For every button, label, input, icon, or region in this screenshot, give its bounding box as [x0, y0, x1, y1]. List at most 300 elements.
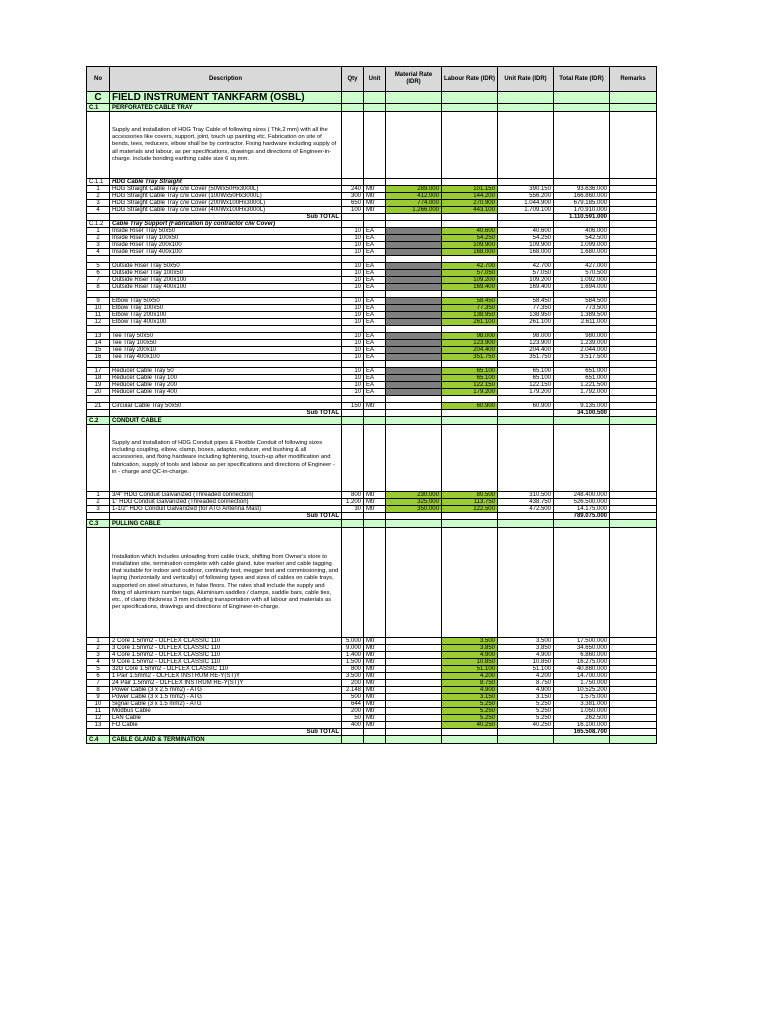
empty-cell — [610, 520, 657, 528]
col-no: No — [87, 67, 110, 92]
item-description: Elbow Tray 50x50 — [110, 298, 342, 305]
empty-cell — [87, 425, 110, 492]
item-unit: Mtr — [364, 506, 386, 513]
empty-cell — [342, 513, 364, 520]
item-material-rate — [386, 389, 442, 396]
item-unit-rate: 310.500 — [498, 492, 554, 499]
item-material-rate: 289.000 — [386, 186, 442, 193]
item-remarks — [610, 715, 657, 722]
sub-code: C.4 — [87, 736, 110, 744]
item-material-rate — [386, 277, 442, 284]
item-total-rate: 773.500 — [554, 305, 610, 312]
item-description: Tee Tray 50x50 — [110, 333, 342, 340]
item-unit-rate: 54.250 — [498, 235, 554, 242]
item-material-rate — [386, 680, 442, 687]
item-no: 6 — [87, 270, 110, 277]
empty-cell — [498, 92, 554, 104]
empty-cell — [386, 361, 442, 368]
empty-cell — [498, 326, 554, 333]
empty-cell — [386, 256, 442, 263]
c4-header — [87, 736, 657, 744]
item-material-rate: 774.000 — [386, 200, 442, 207]
item-total-rate: 3.517.500 — [554, 354, 610, 361]
item-remarks — [610, 284, 657, 291]
item-description: Inside Riser Tray 400x100 — [110, 249, 342, 256]
tray-support-row — [87, 284, 657, 291]
item-description: 2 Core 1.5mm2 - OLFLEX CLASSIC 110 — [110, 638, 342, 645]
c12-header — [87, 221, 657, 228]
item-unit-rate: 109.200 — [498, 277, 554, 284]
subtotal-value: 165.508.700 — [554, 729, 610, 736]
item-no: 15 — [87, 347, 110, 354]
c3-description — [87, 528, 657, 638]
item-unit: EA — [364, 298, 386, 305]
item-qty: 10 — [342, 305, 364, 312]
item-total-rate: 542.500 — [554, 235, 610, 242]
item-labour-rate: 123.900 — [442, 340, 498, 347]
item-description: Elbow Tray 400x100 — [110, 319, 342, 326]
item-material-rate — [386, 673, 442, 680]
empty-cell — [87, 528, 110, 638]
item-total-rate: 651.000 — [554, 368, 610, 375]
item-unit-rate: 40.250 — [498, 722, 554, 729]
item-remarks — [610, 298, 657, 305]
item-total-rate: 1.694.000 — [554, 284, 610, 291]
item-labour-rate: 5.250 — [442, 701, 498, 708]
item-unit-rate: 138.950 — [498, 312, 554, 319]
item-no: 3 — [87, 506, 110, 513]
item-remarks — [610, 499, 657, 506]
empty-cell — [342, 410, 364, 417]
item-description: HDG Straight Cable Tray c/w Cover (50Wx50Hx3000L) — [110, 186, 342, 193]
item-no: 5 — [87, 666, 110, 673]
item-remarks — [610, 347, 657, 354]
item-unit: EA — [364, 305, 386, 312]
item-no: 4 — [87, 249, 110, 256]
item-total-rate: 1.575.000 — [554, 694, 610, 701]
tray-straight-row — [87, 193, 657, 200]
cable-row — [87, 659, 657, 666]
empty-cell — [386, 112, 442, 179]
empty-cell — [442, 417, 498, 425]
empty-cell — [442, 179, 498, 186]
item-total-rate: 1.099.000 — [554, 242, 610, 249]
item-qty: 10 — [342, 375, 364, 382]
empty-cell — [87, 112, 110, 179]
empty-cell — [554, 520, 610, 528]
item-unit-rate: 168.000 — [498, 249, 554, 256]
tray-support-row — [87, 319, 657, 326]
empty-cell — [442, 729, 498, 736]
item-total-rate: 17.500.000 — [554, 638, 610, 645]
item-material-rate — [386, 284, 442, 291]
item-no: 17 — [87, 368, 110, 375]
empty-cell — [386, 214, 442, 221]
item-labour-rate: 261.100 — [442, 319, 498, 326]
tray-support-row — [87, 382, 657, 389]
item-remarks — [610, 645, 657, 652]
item-labour-rate: 443.100 — [442, 207, 498, 214]
item-no: 7 — [87, 680, 110, 687]
empty-cell — [364, 361, 386, 368]
empty-cell — [498, 729, 554, 736]
empty-cell — [364, 256, 386, 263]
empty-cell — [342, 520, 364, 528]
group-title: HDG Cable Tray Straight — [110, 179, 342, 186]
group-title: Cable Tray Support (Fabrication by contractor c/w Cover) — [110, 221, 342, 228]
empty-cell — [442, 736, 498, 744]
empty-cell — [364, 520, 386, 528]
empty-cell — [442, 291, 498, 298]
item-total-rate: 584.500 — [554, 298, 610, 305]
item-unit: Mtr — [364, 200, 386, 207]
item-total-rate: 679.185.000 — [554, 200, 610, 207]
tray-support-row — [87, 242, 657, 249]
item-no: 3 — [87, 200, 110, 207]
item-unit: EA — [364, 235, 386, 242]
empty-cell — [498, 179, 554, 186]
empty-cell — [498, 256, 554, 263]
item-qty: 644 — [342, 701, 364, 708]
empty-cell — [87, 291, 110, 298]
item-material-rate — [386, 638, 442, 645]
item-unit-rate: 3.150 — [498, 694, 554, 701]
empty-cell — [498, 396, 554, 403]
item-material-rate — [386, 298, 442, 305]
item-material-rate — [386, 694, 442, 701]
item-total-rate: 427.000 — [554, 263, 610, 270]
item-description: Reducer Cable Tray 50 — [110, 368, 342, 375]
empty-cell — [498, 528, 554, 638]
item-total-rate: 6.860.000 — [554, 652, 610, 659]
sub-title: PERFORATED CABLE TRAY — [110, 104, 342, 112]
blank-row — [87, 396, 657, 403]
empty-cell — [342, 92, 364, 104]
empty-cell — [386, 417, 442, 425]
item-unit: Mtr — [364, 680, 386, 687]
empty-cell — [386, 410, 442, 417]
item-unit-rate: 5.250 — [498, 715, 554, 722]
item-qty: 10 — [342, 354, 364, 361]
item-material-rate: 325.000 — [386, 499, 442, 506]
item-total-rate: 14.700.000 — [554, 673, 610, 680]
item-total-rate: 1.389.500 — [554, 312, 610, 319]
empty-cell — [342, 417, 364, 425]
item-no: 14 — [87, 340, 110, 347]
empty-cell — [386, 520, 442, 528]
item-remarks — [610, 687, 657, 694]
empty-cell — [87, 396, 110, 403]
empty-cell — [364, 729, 386, 736]
item-labour-rate: 51.100 — [442, 666, 498, 673]
item-description: 1" HDG Conduit Galvanized (Threaded connection) — [110, 499, 342, 506]
item-material-rate — [386, 666, 442, 673]
item-description: 32G Core 1.5mm2 - OLFLEX CLASSIC 110 — [110, 666, 342, 673]
item-description: 1-1/2" HDG Conduit Galvanized (for ATG Antenna Mast) — [110, 506, 342, 513]
item-total-rate: 1.092.000 — [554, 277, 610, 284]
item-qty: 100 — [342, 207, 364, 214]
item-description: HDG Straight Cable Tray c/w Cover (200Wx100Hx3000L) — [110, 200, 342, 207]
item-description: FO Cable — [110, 722, 342, 729]
circular-tray-row — [87, 403, 657, 410]
empty-cell — [110, 291, 342, 298]
col-total-rate: Total Rate (IDR) — [554, 67, 610, 92]
sub-title: CONDUIT CABLE — [110, 417, 342, 425]
item-total-rate: 1.050.000 — [554, 708, 610, 715]
item-remarks — [610, 701, 657, 708]
conduit-row — [87, 492, 657, 499]
item-material-rate — [386, 715, 442, 722]
item-no: 11 — [87, 708, 110, 715]
item-unit: Mtr — [364, 694, 386, 701]
item-unit-rate: 65.100 — [498, 375, 554, 382]
item-remarks — [610, 319, 657, 326]
item-description: Inside Riser Tray 200x100 — [110, 242, 342, 249]
item-total-rate: 10.525.200 — [554, 687, 610, 694]
item-unit-rate: 58.450 — [498, 298, 554, 305]
item-unit: Mtr — [364, 666, 386, 673]
empty-cell — [554, 256, 610, 263]
empty-cell — [610, 221, 657, 228]
empty-cell — [386, 221, 442, 228]
empty-cell — [498, 736, 554, 744]
empty-cell — [110, 326, 342, 333]
item-unit: Mtr — [364, 492, 386, 499]
empty-cell — [342, 179, 364, 186]
item-remarks — [610, 207, 657, 214]
item-labour-rate: 60.900 — [442, 403, 498, 410]
tray-support-row — [87, 249, 657, 256]
empty-cell — [554, 361, 610, 368]
empty-cell — [87, 214, 110, 221]
item-qty: 800 — [342, 666, 364, 673]
item-unit-rate: 60.900 — [498, 403, 554, 410]
item-qty: 150 — [342, 403, 364, 410]
item-labour-rate: 113.750 — [442, 499, 498, 506]
item-qty: 10 — [342, 284, 364, 291]
item-material-rate — [386, 368, 442, 375]
cable-row — [87, 715, 657, 722]
blank-row — [87, 291, 657, 298]
item-remarks — [610, 340, 657, 347]
item-total-rate: 16.100.000 — [554, 722, 610, 729]
item-description: HDG Straight Cable Tray c/w Cover (400Wx100Hx3000L) — [110, 207, 342, 214]
empty-cell — [364, 410, 386, 417]
item-unit: EA — [364, 375, 386, 382]
empty-cell — [342, 221, 364, 228]
item-remarks — [610, 242, 657, 249]
item-qty: 10 — [342, 347, 364, 354]
item-remarks — [610, 249, 657, 256]
item-qty: 240 — [342, 186, 364, 193]
item-unit: Mtr — [364, 186, 386, 193]
item-total-rate: 93.636.000 — [554, 186, 610, 193]
empty-cell — [442, 326, 498, 333]
item-no: 16 — [87, 354, 110, 361]
empty-cell — [610, 104, 657, 112]
item-unit-rate: 351.750 — [498, 354, 554, 361]
empty-cell — [386, 736, 442, 744]
empty-cell — [364, 326, 386, 333]
item-labour-rate: 101.150 — [442, 186, 498, 193]
item-remarks — [610, 673, 657, 680]
item-description: Inside Riser Tray 50x50 — [110, 228, 342, 235]
item-description: Tee Tray 400x100 — [110, 354, 342, 361]
tray-support-row — [87, 235, 657, 242]
item-total-rate: 248.400.000 — [554, 492, 610, 499]
empty-cell — [554, 736, 610, 744]
item-material-rate — [386, 687, 442, 694]
item-remarks — [610, 270, 657, 277]
item-unit: Mtr — [364, 673, 386, 680]
item-qty: 1.400 — [342, 652, 364, 659]
item-no: 10 — [87, 305, 110, 312]
sub-code: C.2 — [87, 417, 110, 425]
item-qty: 3.500 — [342, 673, 364, 680]
item-no: 9 — [87, 298, 110, 305]
description-text: Supply and installation of HDG Tray Cable of following sizes ( Thk.2 mm) with all the accessories like covers, support, joint, touch up painting etc. Fabrication on site of bends, tees, reducers, elbow shall be by contractor. Fixing hardware including supply of all materials and labour, as per specifications, drawings and directions of Engineer-in-charge. include bonding earthing cable size 6 sq.mm. — [110, 112, 342, 179]
item-description: Tee Tray 100x50 — [110, 340, 342, 347]
item-remarks — [610, 263, 657, 270]
item-total-rate: 1.239.000 — [554, 340, 610, 347]
item-qty: 10 — [342, 368, 364, 375]
col-unit-rate: Unit Rate (IDR) — [498, 67, 554, 92]
empty-cell — [554, 396, 610, 403]
item-material-rate — [386, 242, 442, 249]
item-unit-rate: 65.100 — [498, 368, 554, 375]
item-material-rate: 1.266.000 — [386, 207, 442, 214]
item-description: 1 Pair 1.5mm2 - OLFLEX INSTRUM RE-Y(ST)Y — [110, 673, 342, 680]
item-unit: Mtr — [364, 701, 386, 708]
item-total-rate: 1.221.500 — [554, 382, 610, 389]
item-remarks — [610, 638, 657, 645]
item-unit: Mtr — [364, 715, 386, 722]
item-unit-rate: 472.500 — [498, 506, 554, 513]
empty-cell — [498, 112, 554, 179]
empty-cell — [610, 410, 657, 417]
empty-cell — [498, 513, 554, 520]
item-no: 13 — [87, 333, 110, 340]
item-total-rate: 34.650.000 — [554, 645, 610, 652]
item-material-rate — [386, 305, 442, 312]
item-remarks — [610, 666, 657, 673]
item-description: Outside Riser Tray 200x100 — [110, 277, 342, 284]
item-labour-rate: 10.850 — [442, 659, 498, 666]
empty-cell — [554, 92, 610, 104]
empty-cell — [554, 291, 610, 298]
tray-straight-row — [87, 207, 657, 214]
empty-cell — [442, 221, 498, 228]
item-description: 4 Core 1.5mm2 - OLFLEX CLASSIC 110 — [110, 652, 342, 659]
item-qty: 800 — [342, 492, 364, 499]
conduit-row — [87, 506, 657, 513]
empty-cell — [342, 104, 364, 112]
item-qty: 1.200 — [342, 499, 364, 506]
blank-row — [87, 326, 657, 333]
item-qty: 10 — [342, 242, 364, 249]
item-total-rate: 526.500.000 — [554, 499, 610, 506]
item-description: Reducer Cable Tray 400 — [110, 389, 342, 396]
item-total-rate: 40.880.000 — [554, 666, 610, 673]
item-unit: EA — [364, 389, 386, 396]
item-description: 3/4" HDG Conduit Galvanized (Threaded connection) — [110, 492, 342, 499]
item-description: Outside Riser Tray 50x50 — [110, 263, 342, 270]
empty-cell — [87, 729, 110, 736]
item-unit-rate: 1.709.100 — [498, 207, 554, 214]
tray-support-row — [87, 354, 657, 361]
item-unit: Mtr — [364, 708, 386, 715]
c11-header — [87, 179, 657, 186]
c1-subtotal-1 — [87, 214, 657, 221]
item-material-rate — [386, 354, 442, 361]
item-no: 2 — [87, 499, 110, 506]
item-unit-rate: 179.200 — [498, 389, 554, 396]
subtotal-label: Sub TOTAL — [110, 729, 342, 736]
item-labour-rate: 42.700 — [442, 263, 498, 270]
item-description: 24 Pair 1.5mm2 - OLFLEX INSTRUM RE-Y(ST)Y — [110, 680, 342, 687]
blank-row — [87, 361, 657, 368]
item-total-rate: 14.175.000 — [554, 506, 610, 513]
empty-cell — [610, 112, 657, 179]
item-remarks — [610, 506, 657, 513]
cable-row — [87, 680, 657, 687]
empty-cell — [342, 112, 364, 179]
item-remarks — [610, 722, 657, 729]
item-no: 2 — [87, 193, 110, 200]
item-no: 4 — [87, 659, 110, 666]
item-description: Modbus Cable — [110, 708, 342, 715]
c1-description — [87, 112, 657, 179]
tray-support-row — [87, 263, 657, 270]
item-material-rate: 350.000 — [386, 506, 442, 513]
item-labour-rate: 65.100 — [442, 368, 498, 375]
empty-cell — [87, 361, 110, 368]
item-qty: 10 — [342, 319, 364, 326]
item-unit: EA — [364, 249, 386, 256]
item-no: 1 — [87, 186, 110, 193]
item-unit-rate: 10.850 — [498, 659, 554, 666]
item-material-rate: 230.000 — [386, 492, 442, 499]
empty-cell — [498, 361, 554, 368]
item-qty: 10 — [342, 333, 364, 340]
item-unit: EA — [364, 340, 386, 347]
empty-cell — [442, 396, 498, 403]
empty-cell — [364, 425, 386, 492]
item-labour-rate: 40.600 — [442, 228, 498, 235]
col-labour-rate: Labour Rate (IDR) — [442, 67, 498, 92]
item-material-rate — [386, 347, 442, 354]
item-remarks — [610, 333, 657, 340]
item-total-rate: 9.135.000 — [554, 403, 610, 410]
item-description: 3 Core 1.5mm2 - OLFLEX CLASSIC 110 — [110, 645, 342, 652]
c3-header — [87, 520, 657, 528]
item-description: Power Cable (3 x 2.5 mm2) - ATG — [110, 687, 342, 694]
empty-cell — [610, 256, 657, 263]
item-labour-rate: 4.200 — [442, 673, 498, 680]
empty-cell — [442, 410, 498, 417]
item-material-rate — [386, 701, 442, 708]
item-no: 2 — [87, 645, 110, 652]
empty-cell — [442, 104, 498, 112]
empty-cell — [364, 112, 386, 179]
item-description: Elbow Tray 100x50 — [110, 305, 342, 312]
item-labour-rate: 40.250 — [442, 722, 498, 729]
item-material-rate — [386, 333, 442, 340]
item-labour-rate: 65.100 — [442, 375, 498, 382]
item-labour-rate: 4.900 — [442, 687, 498, 694]
conduit-row — [87, 499, 657, 506]
group-code: C.1.1 — [87, 179, 110, 186]
